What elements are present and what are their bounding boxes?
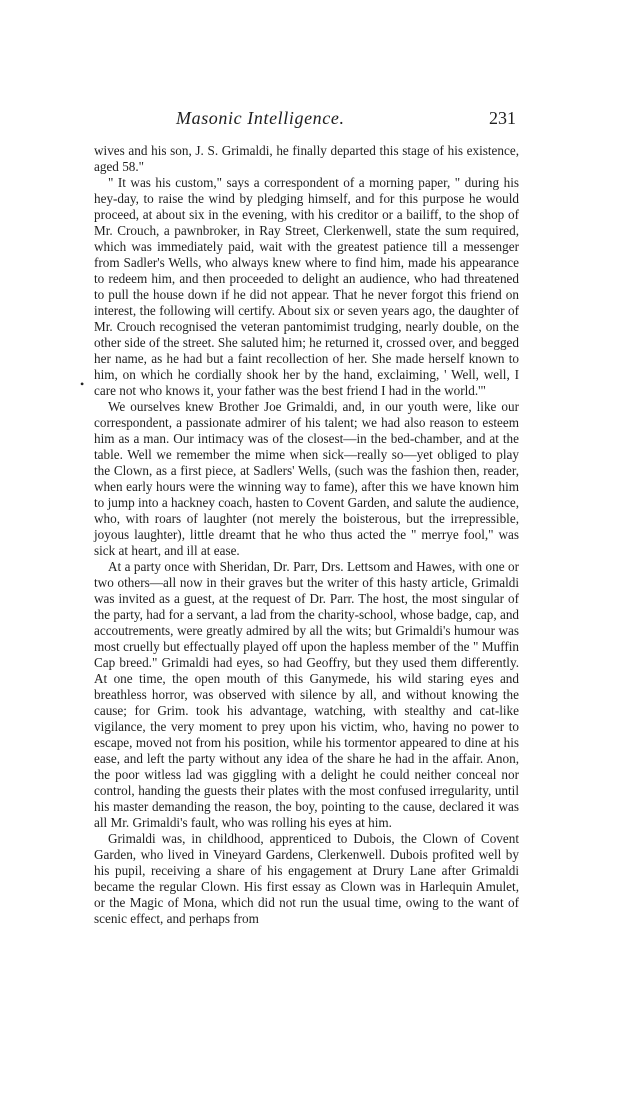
paragraph-3: We ourselves knew Brother Joe Grimaldi, and, in our youth were, like our correspondent, a passionate admirer of his talent; we had also reason to esteem him as a man. Our intimacy was of the closest—in the bed-chamber, and at the table. Well we remember the mime when sick—really so—yet obliged to play the Clown, as a first piece, at Sadlers' Wells, (such was the fashion then, reader, when early hours were the winning way to fame), after this we have known him to jump into a hackney coach, hasten to Covent Garden, and salute the audience, who, with roars of laughter (not merely the boisterous, but the irrepressible, joyous laughter), little dreamt that he who thus acted the " merrye fool," was sick at heart, and ill at ease. [94,399,519,558]
body-text [94,143,519,927]
page-number: 231 [489,108,516,128]
margin-dot-mark: • [80,377,85,391]
running-head [96,108,516,132]
paragraph-4: At a party once with Sheridan, Dr. Parr, Drs. Lettsom and Hawes, with one or two others—all now in their graves but the writer of this hasty article, Grimaldi was invited as a guest, at the request of Dr. Parr. The host, the most singular of the party, had for a servant, a lad from the charity-school, whose badge, cap, and accoutrements, were greatly admired by all the wits; but Grimaldi's humour was most cruelly but effectually played off upon the hapless member of the " Muffin Cap breed." Grimaldi had eyes, so had Geoffry, but they used them differently. At one time, the open mouth of this Ganymede, his wild staring eyes and breathless horror, was observed with silence by all, and without knowing the cause; for Grim. took his advantage, watching, with stealthy and cat-like vigilance, the very moment to prey upon his victim, who, having no power to escape, moved not from his position, while his tormentor appeared to dine at his ease, and left the party without any idea of the share he had in the affair. Anon, the poor witless lad was giggling with a delight he could neither conceal nor control, handing the guests their plates with the most confused irregularity, until his master demanding the reason, the boy, pointing to the cause, declared it was all Mr. Grimaldi's fault, who was rolling his eyes at him. [94,559,520,830]
paragraph-5: Grimaldi was, in childhood, apprenticed to Dubois, the Clown of Covent Garden, who lived in Vineyard Gardens, Clerkenwell. Dubois profited well by his pupil, receiving a share of his engagement at Drury Lane after Grimaldi became the regular Clown. His first essay as Clown was in Harlequin Amulet, or the Magic of Mona, which did not run the usual time, owing to the want of scenic effect, and perhaps from [94,831,519,926]
paragraph-2: " It was his custom," says a correspondent of a morning paper, " during his hey-day, to raise the wind by pledging himself, and for this purpose he would proceed, at about six in the evening, with his creditor or a bailiff, to the shop of Mr. Crouch, a pawnbroker, in Ray Street, Clerkenwell, state the sum required, which was immediately paid, wait with the greatest patience till a messenger from Sadler's Wells, who always knew where to find him, made his appearance to redeem him, and then proceeded to delight an audience, who had threatened to pull the house down if he did not appear. That he never forgot this friend on interest, the following will certify. About six or seven years ago, the daughter of Mr. Crouch recognised the veteran pantomimist trudging, nearly double, on the other side of the street. She saluted him; he returned it, crossed over, and begged her name, as he had but a faint recollection of her. She made herself known to him, on which he cordially shook her by the hand, exclaiming, ' Well, well, I care not who knows it, your father was the best friend I had in the world.'" [94,175,519,398]
paragraph-1: wives and his son, J. S. Grimaldi, he finally departed this stage of his existence, aged 58." [94,143,519,174]
running-title: Masonic Intelligence. [176,108,345,128]
